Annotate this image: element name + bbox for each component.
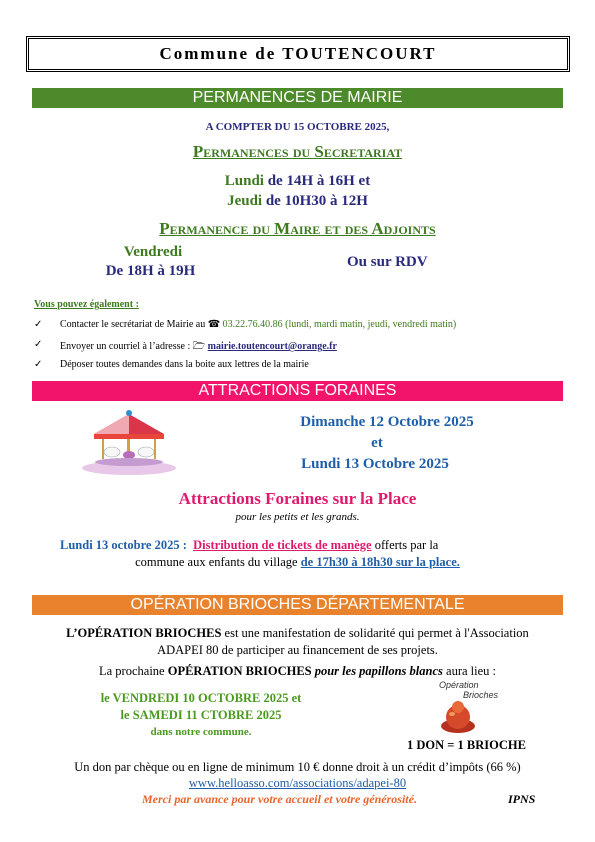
and-text: et (371, 435, 383, 451)
secretariat-hours (0, 171, 595, 211)
folder-icon: 🗁 (192, 341, 208, 352)
p1-rest: est une manifestation de solidarité qui permet à l'Association (221, 626, 529, 640)
brioches-paragraph-1 (0, 625, 595, 659)
don-text: 1 DON = 1 BRIOCHE (407, 738, 526, 752)
item1-text: Contacter le secrétariat de Mairie au (60, 319, 208, 330)
checkmark-icon: ✓ (34, 319, 43, 330)
p2-start: La prochaine (99, 664, 168, 678)
brioches-paragraph-2 (0, 664, 595, 679)
tickets-line (60, 538, 438, 553)
phone-icon: ☎ (207, 319, 223, 330)
date1: Dimanche 12 Octobre 2025 (300, 414, 474, 430)
tickets-text: Distribution de tickets de manège (193, 538, 372, 552)
checkmark-icon: ✓ (34, 359, 43, 370)
item1-phone: 03.22.76.40.86 (lundi, mardi matin, jeudi, vendredi matin) (222, 319, 457, 330)
permanences-band-label: PERMANENCES DE MAIRIE (192, 89, 403, 106)
from-date: A COMPTER DU 15 OCTOBRE 2025, (205, 121, 390, 133)
tax-credit-text: Un don par chèque ou en ligne de minimum 10 € donne droit à un crédit d’impôts (66 %) (74, 760, 521, 774)
rdv-text: Ou sur RDV (347, 254, 428, 270)
also-label: Vous pouvez également : (34, 299, 139, 310)
item3-text: Déposer toutes demandes dans la boite aux lettres de la mairie (60, 359, 309, 370)
list-item (34, 319, 456, 330)
brioche-icon (437, 700, 479, 734)
lundi-line (0, 171, 595, 191)
attractions-band-label: ATTRACTIONS FORAINES (198, 382, 397, 399)
list-item (34, 359, 309, 370)
brioche-date1: le VENDREDI 10 OCTOBRE 2025 et (100, 691, 302, 705)
offered-text: offerts par la (371, 538, 439, 552)
jeudi-line (0, 191, 595, 211)
page-title-text: Commune de TOUTENCOURT (159, 44, 437, 63)
thanks-text: Merci par avance pour votre accueil et votre générosité. (142, 792, 417, 806)
vendredi-hours: De 18H à 19H (105, 263, 196, 279)
brioche-where: dans notre commune. (150, 726, 252, 738)
list-item (34, 339, 337, 356)
carousel-icon (80, 408, 178, 476)
date2: Lundi 13 Octobre 2025 (301, 456, 449, 472)
item2-text: Envoyer un courriel à l’adresse : (60, 341, 193, 352)
helloasso-link[interactable]: www.helloasso.com/associations/adapei-80 (188, 776, 407, 790)
p2-bold: OPÉRATION BRIOCHES (167, 664, 312, 678)
item2-content (60, 339, 337, 356)
p1-bold: L’OPÉRATION BRIOCHES (66, 626, 222, 640)
page-title (28, 38, 568, 70)
brioches-band-label: OPÉRATION BRIOCHES DÉPARTEMENTALE (130, 596, 465, 613)
p1-line2: ADAPEI 80 de participer au financement de ses projets. (157, 643, 438, 657)
secretariat-title: Permanences du Secretariat (192, 142, 403, 161)
lundi-day: Lundi (224, 173, 264, 189)
logo-text-1: Opération (439, 680, 479, 690)
brioches-dates (66, 690, 336, 741)
brioche-date2: le SAMEDI 11 CTOBRE 2025 (120, 708, 282, 722)
email-link[interactable]: mairie.toutencourt@orange.fr (207, 341, 337, 352)
attractions-band (32, 381, 563, 401)
item1-content (60, 319, 456, 330)
line2-time: de 17h30 à 18h30 sur la place. (300, 555, 460, 569)
brioches-band (32, 595, 563, 615)
jeudi-hours: de 10H30 à 12H (262, 193, 368, 209)
checkmark-icon: ✓ (34, 339, 43, 350)
logo-text-2: Brioches (463, 690, 499, 700)
attractions-subtitle: pour les petits et les grands. (235, 511, 360, 523)
tickets-line2 (0, 555, 595, 570)
maire-title: Permanence du Maire et des Adjoints (159, 219, 436, 238)
ipns-text: IPNS (508, 792, 536, 806)
vendredi-label: Vendredi (123, 244, 183, 260)
permanences-band (32, 88, 563, 108)
jeudi-day: Jeudi (227, 193, 263, 209)
attractions-title: Attractions Foraines sur la Place (178, 489, 417, 508)
lundi-hours: de 14H à 16H et (263, 173, 371, 189)
p2-end: aura lieu : (442, 664, 496, 678)
brioches-logo (425, 680, 515, 735)
monday-label: Lundi 13 octobre 2025 : (60, 538, 187, 552)
p2-italic: pour les papillons blancs (311, 664, 443, 678)
line2-text: commune aux enfants du village (135, 555, 301, 569)
p1-line1 (0, 625, 595, 642)
